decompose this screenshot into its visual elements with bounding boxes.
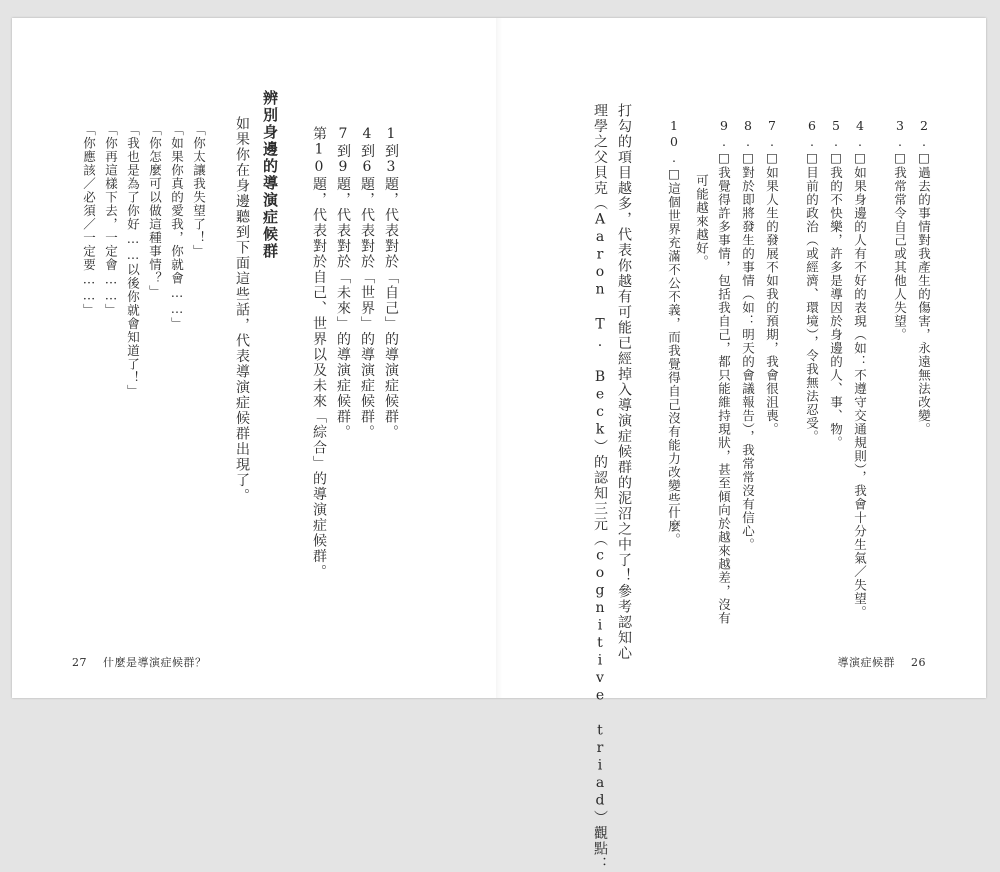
phrase-6: 「你應該／必須／一定要……」 — [81, 123, 97, 317]
footer-left — [72, 654, 219, 670]
checklist-item-10: 10.□這個世界充滿不公不義，而我覺得自己沒有能力改變些什麼。 — [666, 118, 682, 547]
phrase-2: 「如果你真的愛我，你就會……」 — [169, 123, 185, 331]
paragraph-line-2: 理學之父貝克（Aaron T. Beck）的認知三元（cognitive triad）觀點： — [592, 103, 608, 872]
footer-right — [826, 654, 927, 670]
running-title: 導演症候群 — [837, 656, 895, 669]
page-number: 27 — [72, 656, 87, 669]
page-27 — [12, 18, 499, 698]
phrase-5: 「你再這樣下去，一定會……」 — [103, 123, 119, 317]
checklist-item-8: 8.□對於即將發生的事情（如：明天的會議報告），我常常沒有信心。 — [740, 118, 756, 552]
category-line-2: 4到6題，代表對於「世界」的導演症候群。 — [359, 126, 375, 440]
phrase-3: 「你怎麼可以做這種事情？」 — [147, 123, 163, 299]
checklist-item-4: 4.□如果身邊的人有不好的表現（如：不遵守交通規則），我會十分生氣／失望。 — [852, 118, 868, 619]
phrase-1: 「你太讓我失望了！」 — [191, 123, 207, 258]
category-line-4: 第10題，代表對於自己、世界以及未來「綜合」的導演症候群。 — [311, 126, 327, 580]
checklist-item-2: 2.□過去的事情對我產生的傷害，永遠無法改變。 — [916, 118, 932, 436]
paragraph-line-1: 打勾的項目越多，代表你越有可能已經掉入導演症候群的泥沼之中了！參考認知心 — [616, 103, 632, 661]
checklist-item-7: 7.□如果人生的發展不如我的預期，我會很沮喪。 — [764, 118, 780, 436]
page-number: 26 — [911, 656, 926, 669]
category-line-3: 7到9題，代表對於「未來」的導演症候群。 — [335, 126, 351, 440]
book-spread — [12, 18, 986, 872]
running-title: 什麼是導演症候群？ — [103, 656, 207, 669]
checklist-item-9-cont: 可能越來越好。 — [694, 174, 710, 269]
category-line-1: 1到3題，代表對於「自己」的導演症候群。 — [383, 126, 399, 440]
intro-text: 如果你在身邊聽到下面這些話，代表導演症候群出現了。 — [234, 116, 250, 504]
checklist-item-9: 9.□我覺得許多事情，包括我自己，都只能維持現狀，甚至傾向於越來越差，沒有 — [716, 118, 732, 625]
phrase-4: 「我也是為了你好……以後你就會知道了！」 — [125, 123, 141, 398]
checklist-item-6: 6.□目前的政治（或經濟、環境），令我無法忍受。 — [804, 118, 820, 444]
checklist-item-3: 3.□我常常令自己或其他人失望。 — [892, 118, 908, 342]
page-26 — [499, 18, 986, 872]
checklist-item-5: 5.□我的不快樂，許多是導因於身邊的人、事、物。 — [828, 118, 844, 450]
section-heading: 辨別身邊的導演症候群 — [261, 90, 279, 260]
